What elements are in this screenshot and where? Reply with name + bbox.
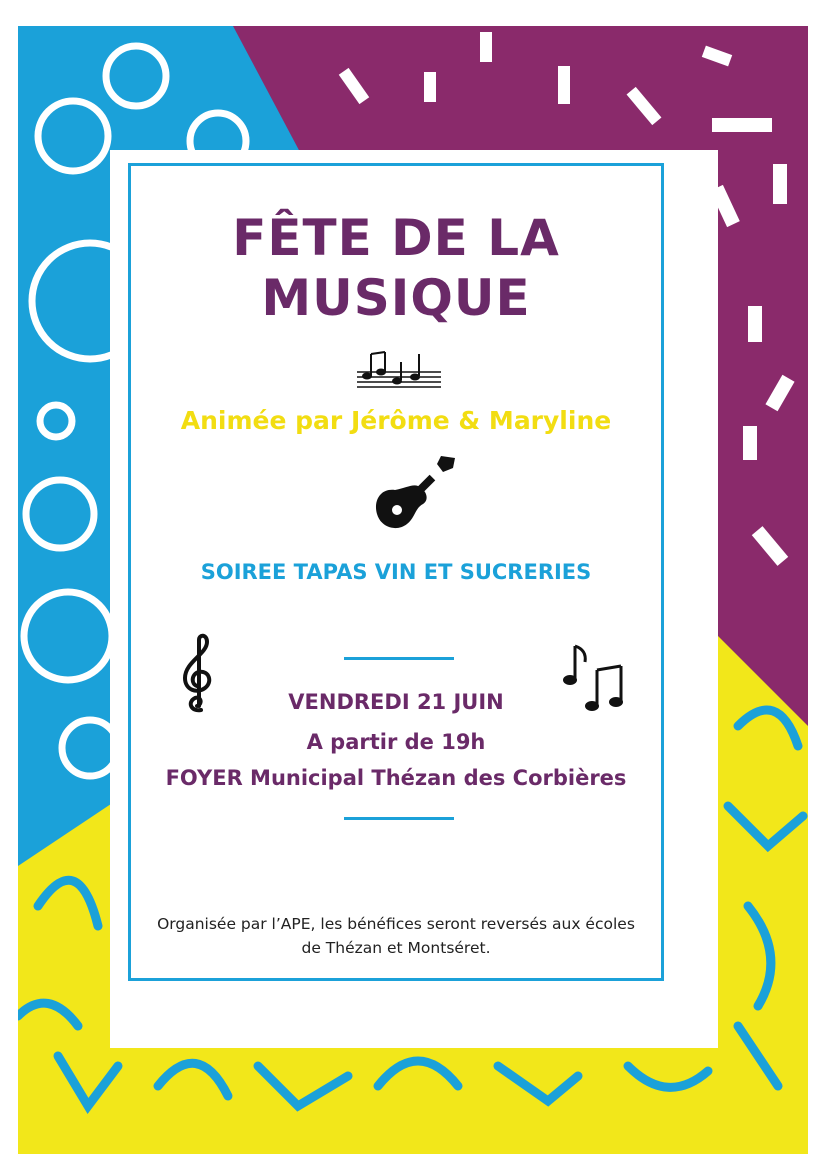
date-text: VENDREDI 21 JUIN <box>288 690 504 714</box>
music-staff-icon <box>355 348 443 390</box>
guitar-icon <box>371 452 459 534</box>
inner-frame <box>128 163 664 981</box>
footer-line-2: de Thézan et Montséret. <box>301 939 491 957</box>
separator-top <box>344 657 454 660</box>
footer-line-1: Organisée par l’APE, les bénéfices seront reversés aux écoles <box>157 915 635 933</box>
animee-par: Animée par Jérôme & Maryline <box>180 406 612 435</box>
separator-bottom <box>344 817 454 820</box>
footer-note <box>131 912 661 960</box>
time-text: A partir de 19h <box>306 730 486 754</box>
title-line-1: FÊTE DE LA <box>232 209 560 267</box>
soiree-tapas: SOIREE TAPAS VIN ET SUCRERIES <box>200 560 592 584</box>
title-line-2: MUSIQUE <box>261 269 531 327</box>
location-text: FOYER Municipal Thézan des Corbières <box>165 766 627 790</box>
